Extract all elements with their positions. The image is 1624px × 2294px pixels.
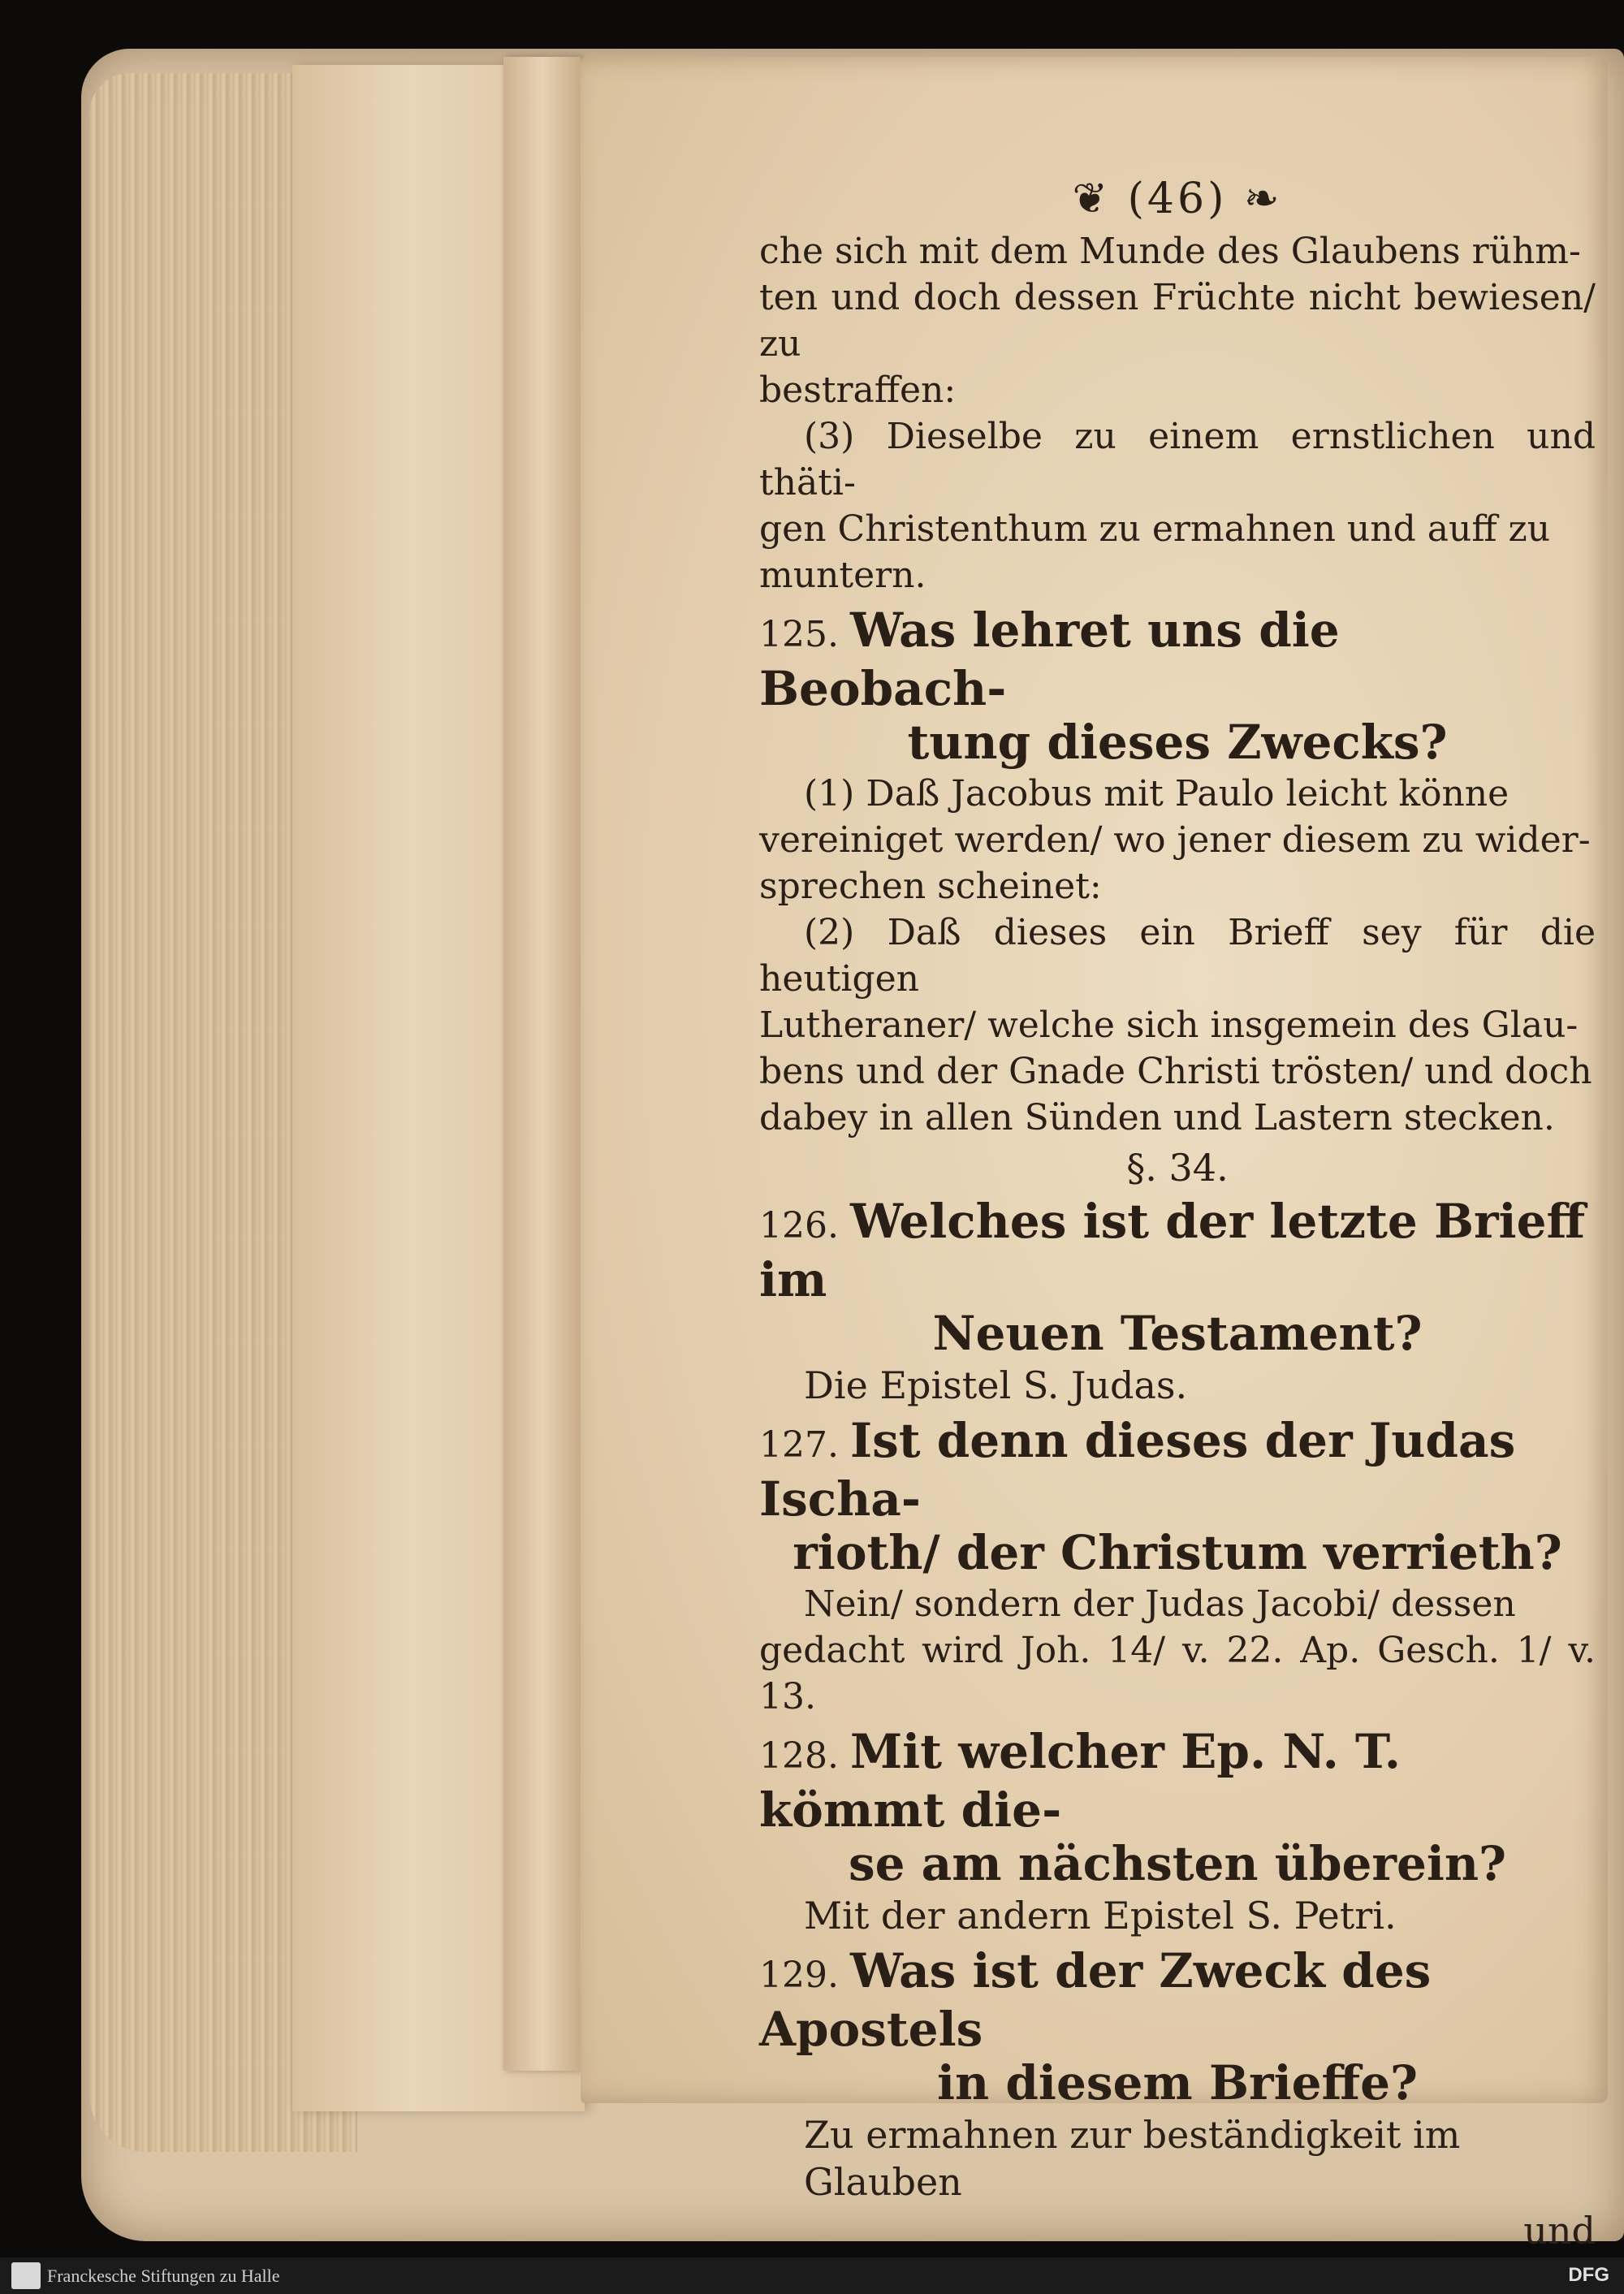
question-text: Was ist der Zweck des Apostels: [759, 1943, 1432, 2057]
question-125: [759, 603, 1596, 769]
answer-line: Lutheraner/ welche sich insgemein des Glau-: [759, 1004, 1579, 1046]
question-text: Ist denn dieses der Judas Ischa-: [759, 1413, 1516, 1527]
text-line: che sich mit dem Munde des Glaubens rühm-: [759, 231, 1581, 272]
answer-line: (1) Daß Jacobus mit Paulo leicht könne: [804, 773, 1510, 814]
question-text-cont: Neuen Testament?: [932, 1306, 1423, 1361]
answer-line: (2) Daß dieses ein Brieff sey für die heutigen: [759, 912, 1596, 1000]
page-fold: [503, 57, 581, 2071]
institution-name[interactable]: Franckesche Stiftungen zu Halle: [47, 2266, 280, 2286]
question-number: 127.: [759, 1424, 839, 1466]
text-line: muntern.: [759, 555, 926, 596]
text-line: bestraffen:: [759, 369, 957, 411]
question-129: [759, 1944, 1596, 2110]
question-text-cont: tung dieses Zwecks?: [907, 715, 1448, 770]
question-text-cont: rioth/ der Christum verrieth?: [793, 1525, 1562, 1580]
question-text: Welches ist der letzte Brieff im: [759, 1194, 1586, 1307]
answer-line: bens und der Gnade Christi trösten/ und doch: [759, 1051, 1592, 1092]
answer-line: dabey in allen Sünden und Lastern stecken.: [759, 1097, 1555, 1138]
page-number: (46): [1127, 175, 1228, 223]
answer-line: vereiniget werden/ wo jener diesem zu wider-: [759, 819, 1591, 861]
question-text-cont: se am nächsten überein?: [848, 1836, 1507, 1891]
question-126: [759, 1195, 1596, 1360]
institution-logo-icon: [11, 2262, 41, 2289]
ornament-left-icon: ❦: [1072, 175, 1112, 223]
running-head: [759, 175, 1596, 223]
question-127: [759, 1414, 1596, 1579]
question-number: 129.: [759, 1955, 839, 1996]
text-line: ten und doch dessen Früchte nicht bewiesen/ zu: [759, 277, 1596, 365]
question-number: 126.: [759, 1205, 839, 1246]
catchword: und: [1523, 2209, 1596, 2253]
page-text: [759, 175, 1596, 2253]
answer-line: Mit der andern Epistel S. Petri.: [804, 1894, 1397, 1938]
question-128: [759, 1725, 1596, 1890]
answer-line: Nein/ sondern der Judas Jacobi/ dessen: [804, 1583, 1516, 1625]
answer-line: Zu ermahnen zur beständigkeit im Glauben: [804, 2113, 1461, 2204]
question-number: 125.: [759, 614, 839, 655]
answer-line: sprechen scheinet:: [759, 866, 1102, 907]
section-heading: §. 34.: [1126, 1146, 1229, 1190]
question-text: Was lehret uns die Beobach-: [759, 603, 1340, 716]
viewer-footer: [0, 2257, 1624, 2294]
text-line: gen Christenthum zu ermahnen und auff zu: [759, 508, 1551, 550]
answer-line: gedacht wird Joh. 14/ v. 22. Ap. Gesch. 1/ v. 13.: [759, 1630, 1596, 1717]
question-text-cont: in diesem Brieffe?: [936, 2055, 1418, 2110]
answer-line: Die Epistel S. Judas.: [804, 1363, 1188, 1407]
ornament-right-icon: ❧: [1243, 175, 1283, 223]
question-number: 128.: [759, 1735, 839, 1777]
dfg-logo[interactable]: DFG: [1568, 2264, 1609, 2286]
text-line: (3) Dieselbe zu einem ernstlichen und thäti-: [759, 416, 1596, 503]
question-text: Mit welcher Ep. N. T. kömmt die-: [759, 1724, 1401, 1838]
